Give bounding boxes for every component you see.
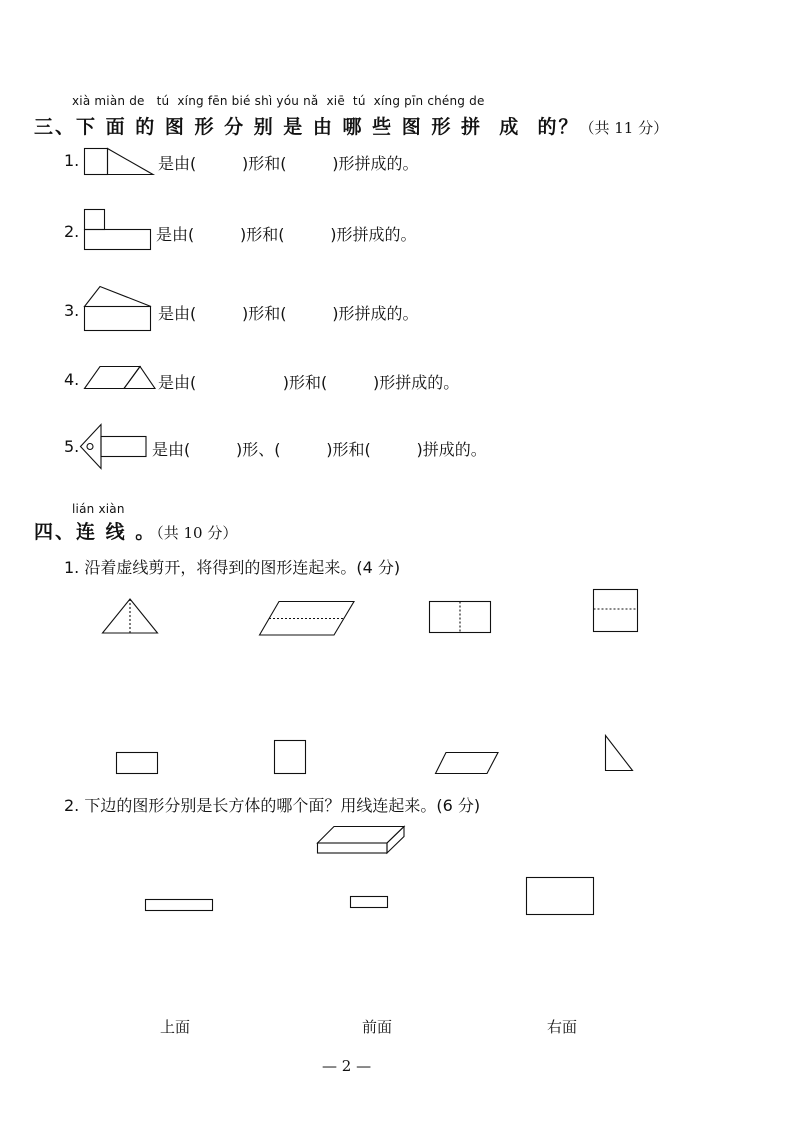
q2-number: 2.: [64, 222, 80, 241]
q5-number: 5.: [64, 437, 80, 456]
q3-sentence: 是由( )形和( )形拼成的。: [158, 304, 419, 323]
small-thin-rectangle-icon: [350, 896, 388, 908]
section4-q1-text: 1. 沿着虚线剪开，将得到的图形连起来。(4 分): [64, 558, 401, 577]
triangle-on-rectangle-icon: [84, 286, 152, 332]
square-cut-horizontal-icon: [593, 589, 638, 632]
q1-number: 1.: [64, 151, 80, 170]
fish-icon: [80, 424, 148, 470]
q4-sentence: 是由( )形和( )形拼成的。: [158, 373, 460, 392]
section4-points: （共 10 分）: [156, 524, 238, 542]
section3-points: （共 11 分）: [579, 119, 669, 137]
square-and-triangle-icon: [84, 148, 154, 176]
large-rectangle-icon: [526, 877, 594, 915]
small-rectangle-icon: [116, 752, 158, 774]
q2-sentence: 是由( )形和( )形拼成的。: [156, 225, 417, 244]
right-triangle-icon: [605, 735, 633, 771]
parallelogram-icon: [435, 752, 499, 774]
label-front-face: 前面: [362, 1018, 393, 1036]
label-top-face: 上面: [160, 1018, 191, 1036]
q1-sentence: 是由( )形和( )形拼成的。: [158, 154, 419, 173]
section4-pinyin: lián xiàn: [72, 502, 125, 516]
square-on-rectangle-icon: [84, 209, 152, 251]
section4-title: [34, 517, 237, 544]
q3-number: 3.: [64, 301, 80, 320]
long-thin-rectangle-icon: [145, 899, 213, 911]
section3-title: [34, 112, 668, 139]
square-icon: [274, 740, 306, 774]
label-right-face: 右面: [547, 1018, 578, 1036]
triangle-cut-icon: [102, 598, 158, 634]
section3-title-text: 三、下 面 的 图 形 分 别 是 由 哪 些 图 形 拼 成 的？: [34, 116, 580, 138]
parallelogram-and-triangle-icon: [84, 366, 156, 390]
page-number: — 2 —: [322, 1057, 372, 1075]
q5-sentence: 是由( )形、( )形和( )拼成的。: [152, 440, 487, 459]
section4-q2-text: 2. 下边的图形分别是长方体的哪个面？用线连起来。(6 分): [64, 796, 481, 815]
cuboid-icon: [317, 826, 405, 854]
section3-pinyin: xià miàn de tú xíng fēn bié shì yóu nǎ xiē tú xíng pīn chéng de: [72, 94, 485, 108]
rectangle-cut-vertical-icon: [429, 601, 491, 633]
parallelogram-cut-icon: [259, 601, 355, 636]
section4-title-text: 四、连 线 。: [34, 521, 157, 543]
q4-number: 4.: [64, 370, 80, 389]
